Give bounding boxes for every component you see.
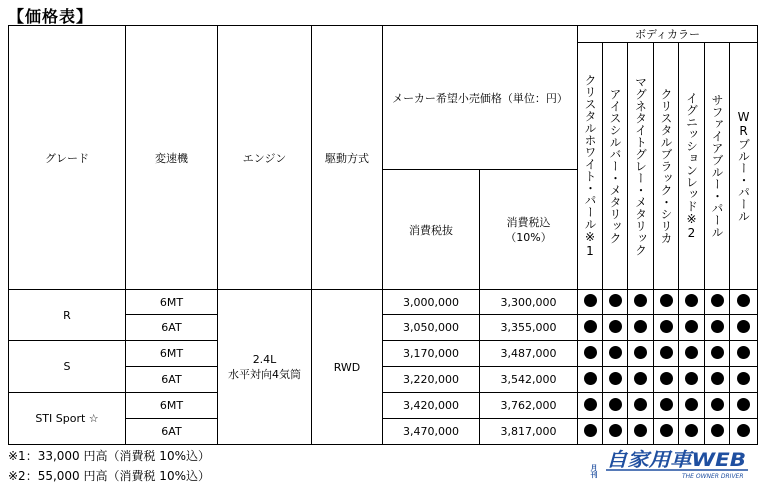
table-row <box>9 393 758 419</box>
color-label: イグニッションレッド※2 <box>684 91 699 240</box>
price-ex-cell: 3,220,000 <box>383 367 480 393</box>
body-color-header: ボディカラー <box>578 26 758 43</box>
available-dot-icon <box>609 424 622 437</box>
availability-cell <box>628 341 654 367</box>
available-dot-icon <box>711 346 724 359</box>
availability-cell <box>654 367 679 393</box>
footnote-1: ※1：33,000 円高（消費税 10%込） <box>8 449 210 463</box>
price-inc-cell: 3,542,000 <box>480 367 578 393</box>
color-label: クリスタルホワイト・パール※1 <box>583 73 597 258</box>
available-dot-icon <box>685 372 698 385</box>
price-ex-cell: 3,170,000 <box>383 341 480 367</box>
grade-cell: R <box>9 290 126 341</box>
grade-cell: STI Sport ☆ <box>9 393 126 445</box>
available-dot-icon <box>711 398 724 411</box>
drive-header: 駆動方式 <box>312 26 383 290</box>
availability-cell <box>705 419 730 445</box>
footnotes <box>8 446 210 486</box>
available-dot-icon <box>584 346 597 359</box>
availability-cell <box>578 367 603 393</box>
available-dot-icon <box>609 346 622 359</box>
available-dot-icon <box>685 346 698 359</box>
transmission-cell: 6MT <box>126 290 218 315</box>
availability-cell <box>730 393 758 419</box>
color-magnetite-grey <box>628 43 654 290</box>
price-inc-cell: 3,817,000 <box>480 419 578 445</box>
available-dot-icon <box>711 424 724 437</box>
price-ex-cell: 3,000,000 <box>383 290 480 315</box>
availability-cell <box>679 290 705 315</box>
available-dot-icon <box>634 372 647 385</box>
price-ex-cell: 3,050,000 <box>383 315 480 341</box>
availability-cell <box>730 367 758 393</box>
available-dot-icon <box>634 294 647 307</box>
availability-cell <box>628 367 654 393</box>
availability-cell <box>603 393 628 419</box>
availability-cell <box>654 290 679 315</box>
available-dot-icon <box>584 294 597 307</box>
availability-cell <box>730 290 758 315</box>
available-dot-icon <box>737 294 750 307</box>
color-ice-silver <box>603 43 628 290</box>
color-label: WRブルー・パール <box>736 109 751 222</box>
availability-cell <box>578 290 603 315</box>
available-dot-icon <box>634 398 647 411</box>
available-dot-icon <box>711 294 724 307</box>
available-dot-icon <box>660 398 673 411</box>
availability-cell <box>603 290 628 315</box>
availability-cell <box>603 367 628 393</box>
logo-side-text: 月刊 <box>590 464 598 478</box>
footnote-2: ※2：55,000 円高（消費税 10%込） <box>8 469 210 483</box>
engine-displacement: 2.4L <box>252 353 277 366</box>
available-dot-icon <box>685 424 698 437</box>
transmission-cell: 6AT <box>126 315 218 341</box>
availability-cell <box>730 419 758 445</box>
available-dot-icon <box>584 398 597 411</box>
availability-cell <box>578 341 603 367</box>
availability-cell <box>705 341 730 367</box>
price-inc-cell: 3,487,000 <box>480 341 578 367</box>
available-dot-icon <box>634 320 647 333</box>
available-dot-icon <box>685 398 698 411</box>
availability-cell <box>705 290 730 315</box>
transmission-cell: 6MT <box>126 393 218 419</box>
available-dot-icon <box>584 424 597 437</box>
availability-cell <box>679 341 705 367</box>
price-inc-cell: 3,355,000 <box>480 315 578 341</box>
available-dot-icon <box>711 320 724 333</box>
availability-cell <box>628 290 654 315</box>
availability-cell <box>679 393 705 419</box>
transmission-header: 変速機 <box>126 26 218 290</box>
availability-cell <box>705 367 730 393</box>
available-dot-icon <box>737 372 750 385</box>
color-label: マグネタイトグレー・メタリック <box>633 75 648 256</box>
availability-cell <box>603 315 628 341</box>
table-row <box>9 290 758 315</box>
availability-cell <box>730 315 758 341</box>
availability-cell <box>628 393 654 419</box>
price-inc-tax-rate: （10%） <box>505 230 552 244</box>
availability-cell <box>654 419 679 445</box>
available-dot-icon <box>609 320 622 333</box>
price-table <box>8 25 758 445</box>
price-inc-tax-label: 消費税込 <box>506 215 551 229</box>
engine-header: エンジン <box>218 26 312 290</box>
available-dot-icon <box>737 398 750 411</box>
availability-cell <box>679 419 705 445</box>
availability-cell <box>628 315 654 341</box>
availability-cell <box>578 419 603 445</box>
availability-cell <box>654 341 679 367</box>
grade-header: グレード <box>9 26 126 290</box>
drive-cell: RWD <box>312 290 383 445</box>
available-dot-icon <box>711 372 724 385</box>
transmission-cell: 6MT <box>126 341 218 367</box>
available-dot-icon <box>584 320 597 333</box>
color-sapphire-blue <box>705 43 730 290</box>
available-dot-icon <box>660 424 673 437</box>
available-dot-icon <box>737 424 750 437</box>
engine-type: 水平対向4気筒 <box>228 368 301 381</box>
available-dot-icon <box>609 372 622 385</box>
available-dot-icon <box>634 346 647 359</box>
price-inc-cell: 3,762,000 <box>480 393 578 419</box>
page-title: 【価格表】 <box>8 7 94 26</box>
logo-main-text: 自家用車WEB <box>606 449 746 471</box>
color-label: サファイアブルー・パール <box>710 93 724 238</box>
price-ex-cell: 3,420,000 <box>383 393 480 419</box>
available-dot-icon <box>660 294 673 307</box>
availability-cell <box>705 315 730 341</box>
logo-sub-text: THE OWNER DRIVER <box>682 473 744 480</box>
available-dot-icon <box>609 398 622 411</box>
transmission-cell: 6AT <box>126 419 218 445</box>
available-dot-icon <box>660 372 673 385</box>
transmission-cell: 6AT <box>126 367 218 393</box>
availability-cell <box>679 367 705 393</box>
availability-cell <box>578 393 603 419</box>
availability-cell <box>654 315 679 341</box>
availability-cell <box>603 419 628 445</box>
color-label: アイスシルバー・メタリック <box>608 87 622 244</box>
color-crystal-white <box>578 43 603 290</box>
available-dot-icon <box>584 372 597 385</box>
color-crystal-black <box>654 43 679 290</box>
available-dot-icon <box>634 424 647 437</box>
price-ex-tax-header: 消費税抜 <box>383 170 480 290</box>
available-dot-icon <box>737 346 750 359</box>
available-dot-icon <box>737 320 750 333</box>
availability-cell <box>730 341 758 367</box>
availability-cell <box>705 393 730 419</box>
grade-cell: S <box>9 341 126 393</box>
available-dot-icon <box>660 320 673 333</box>
color-wr-blue <box>730 43 758 290</box>
availability-cell <box>603 341 628 367</box>
site-logo <box>592 444 752 480</box>
table-row <box>9 341 758 367</box>
color-ignition-red <box>679 43 705 290</box>
availability-cell <box>628 419 654 445</box>
available-dot-icon <box>609 294 622 307</box>
price-ex-cell: 3,470,000 <box>383 419 480 445</box>
price-group-header: メーカー希望小売価格（単位：円） <box>383 26 578 170</box>
available-dot-icon <box>685 294 698 307</box>
availability-cell <box>578 315 603 341</box>
availability-cell <box>679 315 705 341</box>
availability-cell <box>654 393 679 419</box>
engine-cell <box>218 290 312 445</box>
price-inc-tax-header <box>480 170 578 290</box>
color-label: クリスタルブラック・シリカ <box>659 87 673 244</box>
available-dot-icon <box>660 346 673 359</box>
available-dot-icon <box>685 320 698 333</box>
price-inc-cell: 3,300,000 <box>480 290 578 315</box>
